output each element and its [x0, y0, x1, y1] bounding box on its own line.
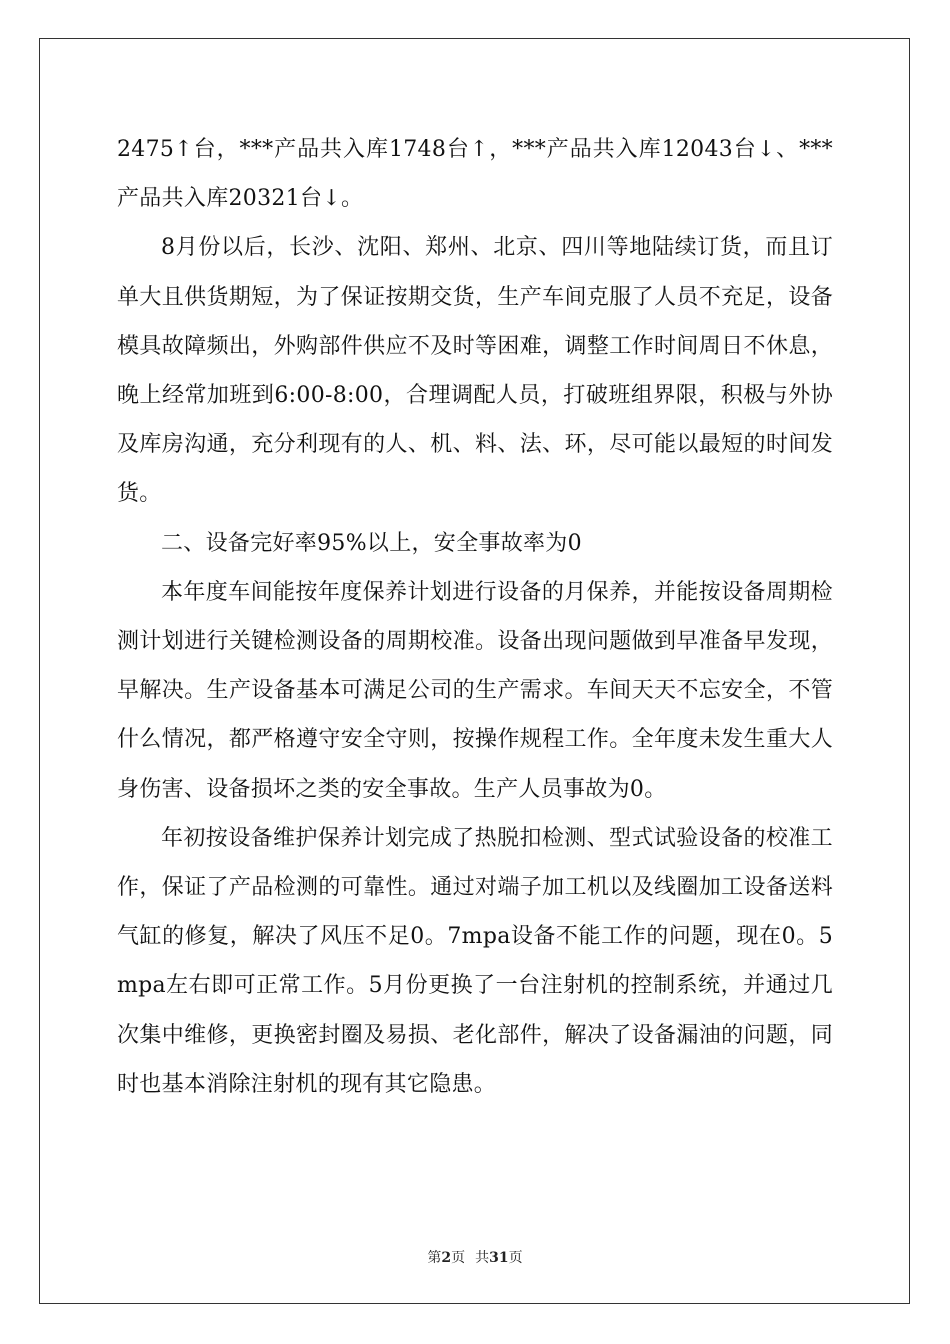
paragraph-continuation: 2475↑台，***产品共入库1748台↑，***产品共入库12043台↓、***产品共入库20321台↓。	[117, 137, 833, 212]
page-prefix: 第	[427, 1250, 442, 1266]
total-prefix: 共	[475, 1250, 490, 1266]
total-suffix: 页	[508, 1250, 523, 1266]
paragraph-maintenance: 本年度车间能按年度保养计划进行设备的月保养，并能按设备周期检测计划进行关键检测设备的周期校准。设备出现问题做到早准备早发现，早解决。生产设备基本可满足公司的生产需求。车间天天不忘安全，不管什么情况，都严格遵守安全守则，按操作规程工作。全年度未发生重大人身伤害、设备损坏之类的安全事故。生产人员事故为0。	[117, 579, 833, 802]
page-number: 2	[441, 1250, 452, 1266]
page-footer	[0, 1247, 950, 1267]
section-heading: 二、设备完好率95%以上，安全事故率为0	[161, 530, 582, 556]
paragraph-repairs: 年初按设备维护保养计划完成了热脱扣检测、型式试验设备的校准工作，保证了产品检测的可靠性。通过对端子加工机以及线圈加工设备送料气缸的修复，解决了风压不足0。7mpa设备不能工作的问题，现在0。5mpa左右即可正常工作。5月份更换了一台注射机的控制系统，并通过几次集中维修，更换密封圈及易损、老化部件，解决了设备漏油的问题，同时也基本消除注射机的现有其它隐患。	[117, 825, 833, 1097]
document-body	[117, 125, 833, 1109]
page-suffix: 页	[451, 1250, 466, 1266]
total-pages: 31	[489, 1250, 509, 1266]
paragraph-orders: 8月份以后，长沙、沈阳、郑州、北京、四川等地陆续订货，而且订单大且供货期短，为了保证按期交货，生产车间克服了人员不充足，设备模具故障频出，外购部件供应不及时等困难，调整工作时间周日不休息，晚上经常加班到6:00-8:00，合理调配人员，打破班组界限，积极与外协及库房沟通，充分利现有的人、机、料、法、环，尽可能以最短的时间发货。	[117, 235, 833, 507]
